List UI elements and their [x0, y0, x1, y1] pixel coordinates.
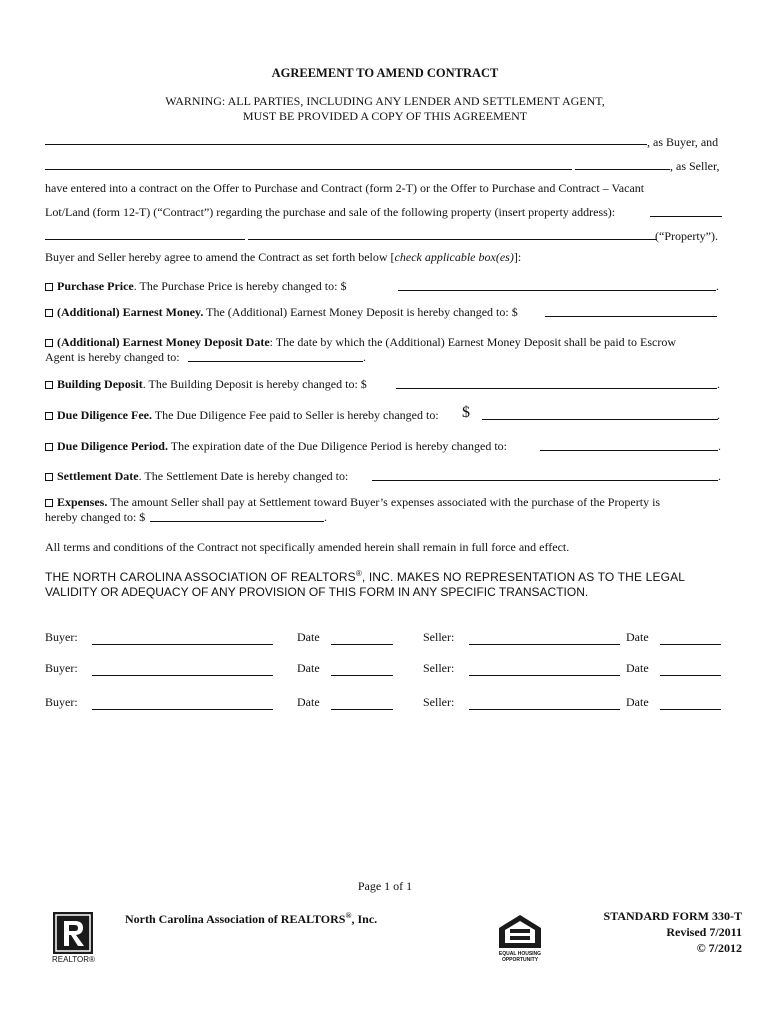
agree-statement — [45, 250, 725, 265]
form-title: AGREEMENT TO AMEND CONTRACT — [271, 66, 499, 80]
eho-line-1: EQUAL HOUSING — [498, 951, 542, 957]
form-revised: Revised 7/2011 — [666, 925, 742, 939]
sig-buyer-label-3: Buyer: — [45, 695, 78, 709]
warning-line-2: MUST BE PROVIDED A COPY OF THIS AGREEMENT — [242, 109, 528, 123]
agree-italic: check applicable box(es) — [394, 250, 514, 264]
dd-period-end: . — [718, 439, 721, 453]
dd-fee-text: The Due Diligence Fee paid to Seller is hereby changed to: — [151, 408, 439, 422]
dd-period-label: Due Diligence Period. — [57, 439, 168, 453]
earnest-money-label: (Additional) Earnest Money. — [57, 305, 204, 319]
sig-seller-date-field-2[interactable] — [660, 675, 721, 676]
buyer-name-field[interactable] — [45, 144, 647, 145]
expenses-text: The amount Seller shall pay at Settlement toward Buyer’s expenses associated with the purchase of the Property is — [107, 495, 661, 509]
sig-seller-field-3[interactable] — [469, 709, 620, 710]
expenses-row — [45, 495, 725, 510]
sig-seller-date-field-1[interactable] — [660, 644, 721, 645]
sig-seller-date-label-2: Date — [626, 661, 649, 675]
sig-buyer-date-field-1[interactable] — [331, 644, 393, 645]
sig-seller-field-2[interactable] — [469, 675, 620, 676]
sig-seller-label-2: Seller: — [423, 661, 455, 675]
form-number: STANDARD FORM 330-T — [603, 909, 742, 923]
property-address-field-3[interactable] — [248, 239, 656, 240]
disclaimer-text-b: , INC. MAKES NO REPRESENTATION AS TO THE LEGAL — [361, 570, 686, 584]
association-name — [125, 911, 377, 927]
eho-line-2: OPPORTUNITY — [501, 957, 539, 963]
intro-line-1: have entered into a contract on the Offer to Purchase and Contract (form 2-T) or the Offer to Purchase and Contract – Vacant — [45, 181, 645, 195]
intro-line-2: Lot/Land (form 12-T) (“Contract”) regarding the purchase and sale of the following property (insert property address): — [45, 205, 616, 219]
purchase-price-field[interactable] — [398, 290, 716, 291]
purchase-price-text: . The Purchase Price is hereby changed to: $ — [133, 279, 347, 293]
disclaimer-text-a: THE NORTH CAROLINA ASSOCIATION OF REALTORS — [45, 570, 356, 584]
dd-period-row — [45, 439, 725, 454]
earnest-money-checkbox[interactable] — [45, 309, 53, 317]
settlement-date-end: . — [718, 469, 721, 483]
buyer-suffix: , as Buyer, and — [647, 135, 719, 149]
expenses-line-2: hereby changed to: $ — [45, 510, 146, 524]
disclaimer-reg: ® — [355, 569, 362, 578]
purchase-price-row — [45, 279, 725, 294]
sig-buyer-label-2: Buyer: — [45, 661, 78, 675]
sig-buyer-field-2[interactable] — [92, 675, 273, 676]
dd-fee-row — [45, 408, 725, 423]
sig-buyer-field-3[interactable] — [92, 709, 273, 710]
equal-housing-text — [487, 951, 553, 963]
agree-end: ]: — [513, 250, 522, 264]
earnest-date-label: (Additional) Earnest Money Deposit Date — [57, 335, 270, 349]
building-deposit-checkbox[interactable] — [45, 381, 53, 389]
property-address-field-2[interactable] — [45, 239, 245, 240]
sig-buyer-date-field-3[interactable] — [331, 709, 393, 710]
earnest-date-line-2: Agent is hereby changed to: — [45, 350, 180, 364]
equal-housing-logo-icon — [497, 914, 543, 950]
earnest-money-text: The (Additional) Earnest Money Deposit is hereby changed to: $ — [203, 305, 518, 319]
purchase-price-checkbox[interactable] — [45, 283, 53, 291]
dd-period-checkbox[interactable] — [45, 443, 53, 451]
sig-buyer-date-label-2: Date — [297, 661, 320, 675]
expenses-label: Expenses. — [57, 495, 108, 509]
expenses-field[interactable] — [150, 521, 324, 522]
sig-seller-date-label-1: Date — [626, 630, 649, 644]
terms-text: All terms and conditions of the Contract not specifically amended herein shall remain in full force and effect. — [45, 540, 570, 554]
assoc-end: , Inc. — [351, 912, 378, 926]
expenses-checkbox[interactable] — [45, 499, 53, 507]
assoc-reg: ® — [345, 911, 352, 920]
disclaimer-line-1 — [45, 569, 725, 584]
property-suffix: (“Property”). — [655, 229, 718, 243]
building-deposit-row — [45, 377, 725, 392]
sig-buyer-date-field-2[interactable] — [331, 675, 393, 676]
sig-buyer-date-label-3: Date — [297, 695, 320, 709]
settlement-date-text: . The Settlement Date is hereby changed to: — [138, 469, 349, 483]
realtor-r-logo-icon — [53, 912, 93, 954]
building-deposit-label: Building Deposit — [57, 377, 143, 391]
earnest-money-field[interactable] — [545, 316, 717, 317]
settlement-date-checkbox[interactable] — [45, 473, 53, 481]
form-copyright: © 7/2012 — [696, 941, 742, 955]
sig-buyer-field-1[interactable] — [92, 644, 273, 645]
settlement-date-row — [45, 469, 725, 484]
expenses-end: . — [324, 510, 327, 524]
warning-line-1: WARNING: ALL PARTIES, INCLUDING ANY LENDER AND SETTLEMENT AGENT, — [165, 94, 605, 108]
earnest-date-checkbox[interactable] — [45, 339, 53, 347]
dd-fee-end: . — [717, 408, 720, 422]
settlement-date-field[interactable] — [372, 480, 718, 481]
sig-seller-date-label-3: Date — [626, 695, 649, 709]
earnest-date-end: . — [363, 350, 366, 364]
dd-fee-checkbox[interactable] — [45, 412, 53, 420]
earnest-date-row — [45, 335, 725, 350]
sig-seller-date-field-3[interactable] — [660, 709, 721, 710]
seller-name-field-1[interactable] — [45, 169, 572, 170]
property-address-field-1[interactable] — [650, 216, 722, 217]
earnest-money-row — [45, 305, 725, 320]
earnest-date-field[interactable] — [188, 361, 363, 362]
dd-fee-field[interactable] — [482, 419, 718, 420]
sig-buyer-label-1: Buyer: — [45, 630, 78, 644]
seller-suffix: , as Seller, — [670, 159, 720, 173]
disclaimer-line-2: VALIDITY OR ADEQUACY OF ANY PROVISION OF THIS FORM IN ANY SPECIFIC TRANSACTION. — [45, 585, 589, 599]
purchase-price-end: . — [716, 279, 719, 293]
assoc-text: North Carolina Association of REALTORS — [125, 912, 346, 926]
settlement-date-label: Settlement Date — [57, 469, 139, 483]
purchase-price-label: Purchase Price — [57, 279, 134, 293]
dd-period-text: The expiration date of the Due Diligence Period is hereby changed to: — [167, 439, 507, 453]
sig-seller-label-3: Seller: — [423, 695, 455, 709]
sig-seller-field-1[interactable] — [469, 644, 620, 645]
dd-fee-dollar: $ — [462, 404, 470, 421]
building-deposit-field[interactable] — [396, 388, 717, 389]
seller-name-field-2[interactable] — [575, 169, 670, 170]
realtor-logo-text: REALTOR® — [52, 955, 95, 964]
dd-fee-label: Due Diligence Fee. — [57, 408, 152, 422]
building-deposit-end: . — [717, 377, 720, 391]
form-info — [604, 908, 742, 956]
earnest-date-text: : The date by which the (Additional) Earnest Money Deposit shall be paid to Escrow — [269, 335, 677, 349]
page-number: Page 1 of 1 — [357, 879, 413, 893]
building-deposit-text: . The Building Deposit is hereby changed to: $ — [142, 377, 367, 391]
sig-seller-label-1: Seller: — [423, 630, 455, 644]
agree-text: Buyer and Seller hereby agree to amend the Contract as set forth below [ — [45, 250, 395, 264]
dd-period-field[interactable] — [540, 450, 718, 451]
sig-buyer-date-label-1: Date — [297, 630, 320, 644]
